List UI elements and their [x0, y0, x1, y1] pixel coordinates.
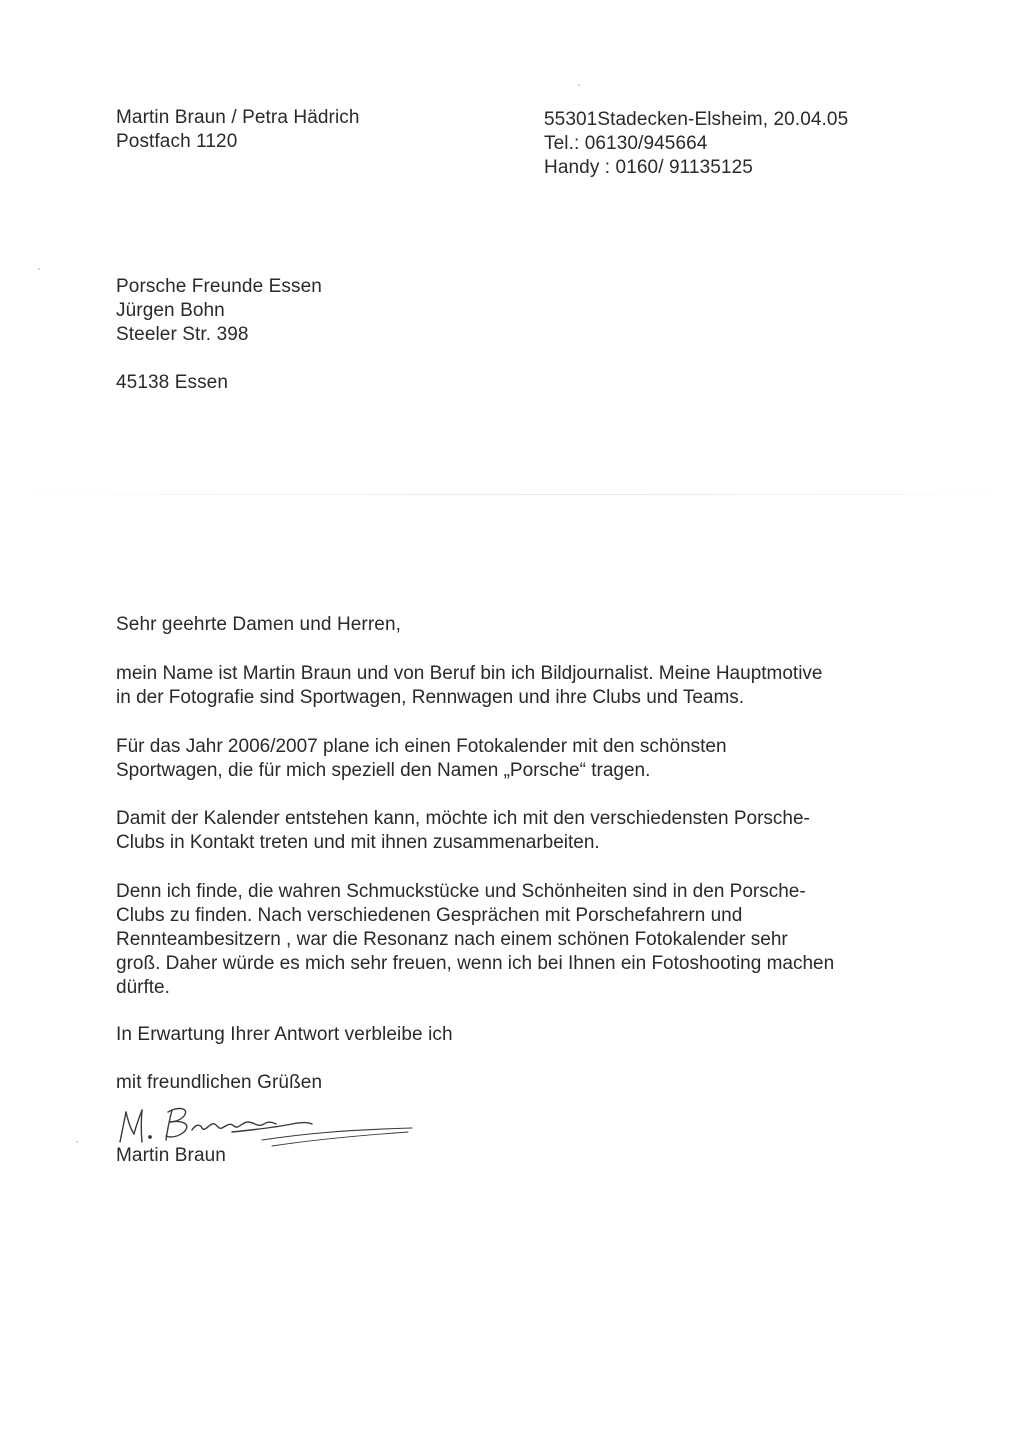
paragraph-line: dürfte.: [116, 977, 170, 998]
paragraph-line: Clubs zu finden. Nach verschiedenen Gesprächen mit Porschefahrern und: [116, 905, 743, 926]
paragraph-line: Damit der Kalender entstehen kann, möchte ich mit den verschiedensten Porsche-: [116, 808, 810, 829]
mobile-phone: Handy : 0160/ 91135125: [544, 157, 753, 178]
scan-speck: [578, 84, 580, 86]
sender-postbox: Postfach 1120: [116, 131, 238, 152]
paragraph-line: Rennteambesitzern , war die Resonanz nach einem schönen Fotokalender sehr: [116, 929, 788, 950]
telephone: Tel.: 06130/945664: [544, 133, 708, 154]
closing-line: In Erwartung Ihrer Antwort verbleibe ich: [116, 1024, 453, 1045]
recipient-org: Porsche Freunde Essen: [116, 276, 322, 297]
scan-speck: [76, 1141, 78, 1143]
recipient-street: Steeler Str. 398: [116, 324, 249, 345]
paragraph-line: mein Name ist Martin Braun und von Beruf bin ich Bildjournalist. Meine Hauptmotive: [116, 663, 823, 684]
paragraph-line: in der Fotografie sind Sportwagen, Rennwagen und ihre Clubs und Teams.: [116, 687, 745, 708]
paragraph-line: Denn ich finde, die wahren Schmuckstücke und Schönheiten sind in den Porsche-: [116, 881, 806, 902]
scan-artifact-line: [30, 494, 990, 495]
signer-name: Martin Braun: [116, 1145, 226, 1166]
place-date: 55301Stadecken-Elsheim, 20.04.05: [544, 109, 849, 130]
recipient-city: 45138 Essen: [116, 372, 229, 393]
recipient-person: Jürgen Bohn: [116, 300, 225, 321]
scan-speck: [38, 268, 40, 270]
body-paragraph-1: [116, 662, 916, 710]
paragraph-line: Sportwagen, die für mich speziell den Namen „Porsche“ tragen.: [116, 760, 651, 781]
salutation: Sehr geehrte Damen und Herren,: [116, 614, 401, 635]
sender-names: Martin Braun / Petra Hädrich: [116, 107, 360, 128]
paragraph-line: Clubs in Kontakt treten und mit ihnen zusammenarbeiten.: [116, 832, 600, 853]
body-paragraph-4: [116, 880, 916, 1000]
body-paragraph-3: [116, 807, 916, 855]
body-paragraph-2: [116, 735, 916, 783]
paragraph-line: Für das Jahr 2006/2007 plane ich einen Fotokalender mit den schönsten: [116, 736, 727, 757]
closing-greeting: mit freundlichen Grüßen: [116, 1072, 323, 1093]
paragraph-line: groß. Daher würde es mich sehr freuen, wenn ich bei Ihnen ein Fotoshooting machen: [116, 953, 835, 974]
